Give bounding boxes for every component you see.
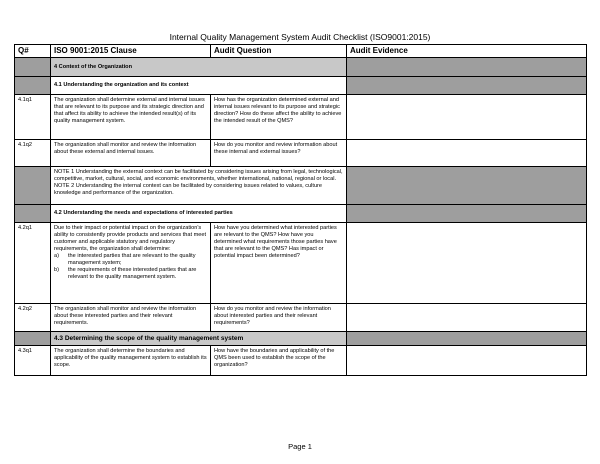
table-row [15,346,587,376]
list-item [54,253,207,267]
question-id: 4.2q1 [15,223,51,304]
table-row [15,223,587,304]
header-audit-evidence: Audit Evidence [347,45,587,58]
clause-text [51,223,211,304]
audit-question-text: How has the organization determined external and internal issues relevant to its purpose and strategic direction? How do these affect the ability to achieve the intended result of the QMS? [211,95,347,140]
table-row [15,140,587,167]
clause-text: The organization shall determine external and internal issues that are relevant to its purpose and its strategic direction and that affect its ability to achieve the intended result(s) of its quality management system. [51,95,211,140]
question-id: 4.1q1 [15,95,51,140]
clause-text: The organization shall monitor and review the information about these interested parties and their relevant requirements. [51,304,211,332]
subsection-row-4-2 [15,205,587,223]
header-audit-question: Audit Question [211,45,347,58]
note-1: NOTE 1 Understanding the external context can be facilitated by considering issues arising from legal, technological, competitive, market, cultural, social, and economic environments, whether international, national, regional or local. [54,169,343,182]
subsection-row-4-1 [15,77,587,95]
list-text: the requirements of these interested parties that are relevant to the quality management system. [68,267,197,280]
audit-checklist-table [14,44,587,376]
subsection-title-4-2: 4.2 Understanding the needs and expectations of interested parties [51,205,347,223]
audit-evidence-cell[interactable] [347,95,587,140]
audit-question-text: How have the boundaries and applicability of the QMS been used to establish the scope of the organization? [211,346,347,376]
notes-cell [51,167,347,205]
table-row [15,95,587,140]
clause-text: The organization shall determine the boundaries and applicability of the quality management system to establish its scope. [51,346,211,376]
table-header-row [15,45,587,58]
table-row [15,304,587,332]
notes-row [15,167,587,205]
subsection-title-4-3: 4.3 Determining the scope of the quality management system [51,332,347,346]
list-marker: a) [54,253,59,259]
clause-text: The organization shall monitor and review the information about these external and internal issues. [51,140,211,167]
audit-question-text: How do you monitor and review information about these internal and external issues? [211,140,347,167]
audit-evidence-cell[interactable] [347,346,587,376]
section-row-4 [15,58,587,77]
subsection-title-4-1: 4.1 Understanding the organization and its context [51,77,347,95]
audit-evidence-cell[interactable] [347,223,587,304]
note-2: NOTE 2 Understanding the internal context can be facilitated by considering issues related to values, culture knowledge and performance of the organization. [54,183,323,196]
audit-question-text: How have you determined what interested parties are relevant to the QMS? How have you determined what requirements those parties have that are relevant to the QMS? Has impact or potential impact been determined? [211,223,347,304]
section-title-4: 4 Context of the Organization [51,58,347,77]
audit-evidence-cell[interactable] [347,304,587,332]
list-item [54,267,207,281]
list-text: the interested parties that are relevant to the quality management system; [68,253,196,266]
audit-question-text: How do you monitor and review the information about interested parties and their relevant requirements? [211,304,347,332]
document-title: Internal Quality Management System Audit Checklist (ISO9001:2015) [169,32,431,42]
question-id: 4.2q2 [15,304,51,332]
audit-evidence-cell[interactable] [347,140,587,167]
clause-intro: Due to their impact or potential impact on the organization's ability to consistently provide products and services that meet customer and applicable statutory and regulatory requirements, the organization shall determine: [54,225,207,252]
question-id: 4.1q2 [15,140,51,167]
subsection-row-4-3 [15,332,587,346]
list-marker: b) [54,267,59,273]
header-clause: ISO 9001:2015 Clause [51,45,211,58]
page-number: Page 1 [288,442,312,451]
question-id: 4.3q1 [15,346,51,376]
header-q-number: Q# [15,45,51,58]
